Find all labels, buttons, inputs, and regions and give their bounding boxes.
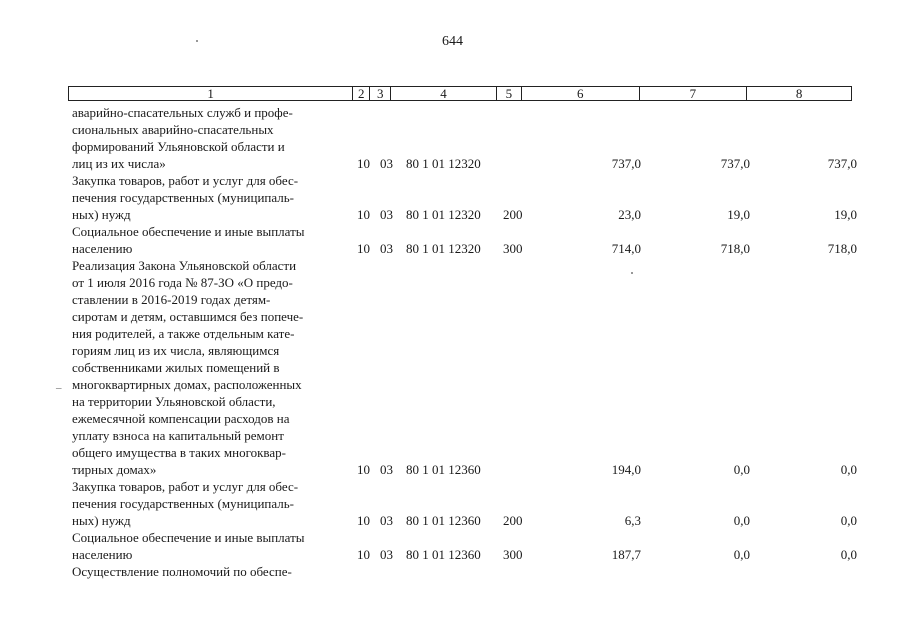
row-description: [72, 478, 349, 529]
row-target-code: 80 1 01 12320: [406, 207, 481, 222]
row-amount-col7: 0,0: [733, 547, 750, 562]
description-line: собственниками жилых помещений в: [72, 360, 280, 375]
description-line: печения государственных (муниципаль-: [72, 190, 295, 205]
description-line: ния родителей, а также отдельным кате-: [72, 326, 295, 341]
description-line: населению: [72, 241, 133, 256]
description-line: ставлении в 2016-2019 годах детям-: [72, 292, 271, 307]
description-line: гориям лиц из их числа, являющимся: [72, 343, 280, 358]
header-col-2: 2: [353, 87, 370, 100]
row-expense-type: 300: [503, 547, 523, 562]
description-line: ежемесячной компенсации расходов на: [72, 411, 290, 426]
description-line: Социальное обеспечение и иные выплаты: [72, 224, 305, 239]
row-expense-type: 200: [503, 513, 523, 528]
row-amount-col8: 0,0: [840, 462, 857, 477]
row-target-code: 80 1 01 12320: [406, 156, 481, 171]
description-line: печения государственных (муниципаль-: [72, 496, 295, 511]
row-description: [72, 563, 349, 580]
row-description: [72, 529, 349, 563]
table-header: [68, 86, 852, 101]
row-subsection: 03: [380, 513, 393, 528]
row-amount-col7: 19,0: [727, 207, 750, 222]
header-col-7: 7: [640, 87, 748, 100]
row-amount-col7: 0,0: [733, 513, 750, 528]
description-line: на территории Ульяновской области,: [72, 394, 276, 409]
row-description: [72, 223, 349, 257]
row-expense-type: 300: [503, 241, 523, 256]
description-line: уплату взноса на капитальный ремонт: [72, 428, 284, 443]
row-target-code: 80 1 01 12360: [406, 462, 481, 477]
row-amount-col7: 0,0: [733, 462, 750, 477]
page-number: 644: [442, 34, 463, 49]
table-row: [0, 104, 905, 172]
table-row: [0, 478, 905, 529]
margin-dash: –: [56, 382, 62, 394]
row-target-code: 80 1 01 12320: [406, 241, 481, 256]
row-amount-col8: 718,0: [827, 241, 857, 256]
description-line: ных) нужд: [72, 207, 131, 222]
description-line: от 1 июля 2016 года № 87-ЗО «О предо-: [72, 275, 293, 290]
header-col-5: 5: [497, 87, 522, 100]
description-line: Закупка товаров, работ и услуг для обес-: [72, 173, 299, 188]
scan-speck: [631, 272, 633, 274]
row-subsection: 03: [380, 462, 393, 477]
row-subsection: 03: [380, 241, 393, 256]
header-col-4: 4: [391, 87, 497, 100]
header-col-3: 3: [370, 87, 391, 100]
description-line: многоквартирных домах, расположенных: [72, 377, 302, 392]
header-col-8: 8: [795, 86, 803, 101]
row-subsection: 03: [380, 547, 393, 562]
row-section: 10: [357, 462, 370, 477]
row-amount-col6: 737,0: [611, 156, 641, 171]
table-row: [0, 563, 905, 580]
table-row: [0, 223, 905, 257]
description-line: общего имущества в таких многоквар-: [72, 445, 286, 460]
row-amount-col8: 19,0: [834, 207, 857, 222]
row-section: 10: [357, 513, 370, 528]
row-amount-col6: 194,0: [611, 462, 641, 477]
table-row: [0, 257, 905, 478]
description-line: ных) нужд: [72, 513, 131, 528]
description-line: лиц из их числа»: [72, 156, 166, 171]
header-col-6: 6: [522, 87, 640, 100]
description-line: Закупка товаров, работ и услуг для обес-: [72, 479, 299, 494]
scan-speck: [196, 40, 198, 42]
row-amount-col7: 737,0: [720, 156, 750, 171]
row-amount-col6: 6,3: [624, 513, 641, 528]
description-line: Социальное обеспечение и иные выплаты: [72, 530, 305, 545]
description-line: Реализация Закона Ульяновской области: [72, 258, 297, 273]
row-subsection: 03: [380, 156, 393, 171]
description-line: тирных домах»: [72, 462, 157, 477]
budget-table: [0, 104, 905, 580]
row-section: 10: [357, 156, 370, 171]
description-line: аварийно-спасательных служб и профе-: [72, 105, 293, 120]
row-description: [72, 172, 349, 223]
row-amount-col6: 23,0: [618, 207, 641, 222]
description-line: формирований Ульяновской области и: [72, 139, 285, 154]
table-row: [0, 529, 905, 563]
description-line: сиональных аварийно-спасательных: [72, 122, 274, 137]
row-amount-col7: 718,0: [720, 241, 750, 256]
description-line: Осуществление полномочий по обеспе-: [72, 564, 292, 579]
description-line: сиротам и детям, оставшимся без попече-: [72, 309, 304, 324]
row-section: 10: [357, 241, 370, 256]
row-description: [72, 104, 349, 172]
row-amount-col8: 737,0: [827, 156, 857, 171]
row-subsection: 03: [380, 207, 393, 222]
row-amount-col6: 714,0: [611, 241, 641, 256]
row-amount-col8: 0,0: [840, 547, 857, 562]
header-col-1: 1: [69, 87, 353, 100]
row-amount-col6: 187,7: [611, 547, 641, 562]
row-expense-type: 200: [503, 207, 523, 222]
row-amount-col8: 0,0: [840, 513, 857, 528]
table-row: [0, 172, 905, 223]
row-section: 10: [357, 547, 370, 562]
row-target-code: 80 1 01 12360: [406, 513, 481, 528]
row-description: [72, 257, 349, 478]
row-section: 10: [357, 207, 370, 222]
row-target-code: 80 1 01 12360: [406, 547, 481, 562]
description-line: населению: [72, 547, 133, 562]
